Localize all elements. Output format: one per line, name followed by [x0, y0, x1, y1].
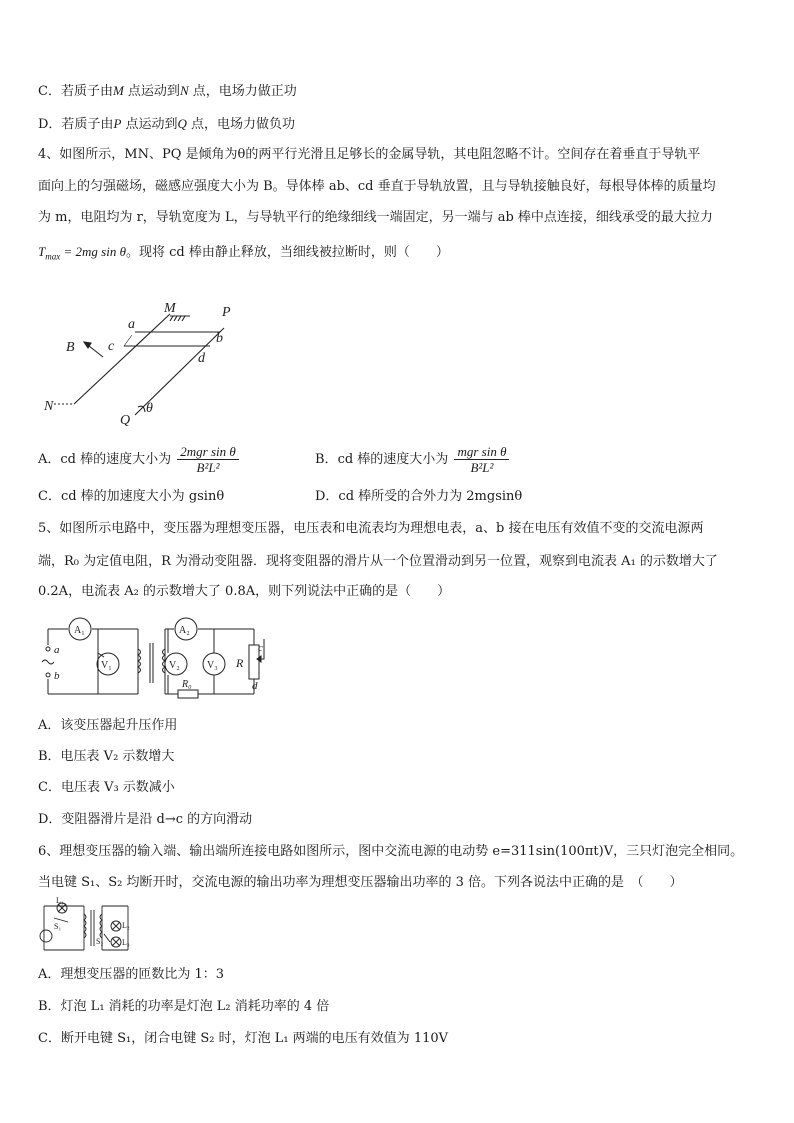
label-b-field: B	[66, 340, 75, 355]
label-d: d	[198, 351, 205, 366]
label-v1: V₁	[101, 660, 112, 671]
tension-formula: = 2mg sin θ	[60, 244, 126, 259]
q6-option-c: C．断开电键 S₁，闭合电键 S₂ 时，灯泡 L₁ 两端的电压有效值为 110V	[38, 1031, 449, 1046]
q5-stem-line2: 端，R₀ 为定值电阻，R 为滑动变阻器．现将变阻器的滑片从一个位置滑动到另一位置，观察到电流表 A₁ 的示数增大了	[38, 554, 718, 569]
q5-stem-line1: 5、如图所示电路中，变压器为理想变压器，电压表和电流表均为理想电表，a、b 接在电压有效值不变的交流电源两	[38, 521, 704, 536]
label-n: N	[44, 399, 54, 414]
switch-s2	[104, 934, 110, 942]
label-theta: θ	[146, 401, 153, 416]
fraction-numerator: mgr sin θ	[454, 444, 509, 460]
q5-option-c: C．电压表 V₃ 示数减小	[38, 780, 175, 795]
label-v2: V₂	[169, 660, 180, 671]
label-a2: A₂	[179, 625, 190, 636]
label-r0: R₀	[182, 679, 192, 690]
label-p: P	[222, 305, 231, 320]
q6-circuit-figure	[38, 898, 134, 958]
label-r: R	[236, 656, 244, 670]
q3-option-d: D．若质子由P 点运动到Q 点，电场力做负功	[38, 116, 296, 132]
label-c: c	[258, 642, 263, 654]
fraction-numerator: 2mgr sin θ	[177, 444, 239, 460]
tension-symbol: T	[38, 244, 46, 259]
rail-mn	[74, 314, 170, 404]
q4-option-d: D．cd 棒所受的合外力为 2mgsinθ	[315, 489, 523, 504]
q5-option-d: D．变阻器滑片是沿 d→c 的方向滑动	[38, 812, 253, 827]
label-a1: A₁	[74, 625, 85, 636]
q5-option-a: A．该变压器起升压作用	[38, 718, 178, 733]
label-d: d	[252, 680, 258, 692]
q4-stem-line1: 4、如图所示，MN、PQ 是倾角为θ的两平行光滑且足够长的金属导轨，其电阻忽略不计。空间存在着垂直于导轨平	[38, 147, 701, 162]
label-a: a	[128, 317, 135, 332]
resistor-r0	[178, 690, 198, 698]
label-s2: S₂	[96, 937, 104, 946]
label-s1: S₁	[54, 922, 62, 931]
label-m: M	[164, 301, 176, 316]
q4-stem-line3: 为 m，电阻均为 r，导轨宽度为 L，与导轨平行的绝缘细线一端固定，另一端与 ab 棒中点连接，细线承受的最大拉力	[38, 210, 713, 225]
label-a: a	[54, 644, 60, 656]
q5-circuit-figure	[38, 615, 274, 699]
label-c: c	[108, 339, 115, 354]
q6-option-b: B．灯泡 L₁ 消耗的功率是灯泡 L₂ 消耗功率的 4 倍	[38, 999, 330, 1014]
q4-rails-figure	[40, 300, 231, 430]
q4-stem-line4: $T_{max} = 2mg$ sin θ。现将 cd 棒由静止释放，当细线被拉断时，则（ ）	[38, 244, 449, 262]
q5-stem-line3: 0.2A，电流表 A₂ 的示数增大了 0.8A，则下列说法中正确的是（ ）	[38, 584, 451, 599]
fraction-denominator: B²L²	[196, 460, 220, 475]
label-l3: L₃	[122, 938, 130, 947]
label-v3: V₃	[207, 660, 218, 671]
q6-stem-line1: 6、理想变压器的输入端、输出端所连接电路如图所示，图中交流电源的电动势 e=311sin(100πt)V，三只灯泡完全相同。	[38, 844, 744, 859]
label-b: b	[54, 670, 60, 682]
q5-option-b: B．电压表 V₂ 示数增大	[38, 749, 175, 764]
ac-source	[40, 930, 52, 942]
q4-stem-line2: 面向上的匀强磁场，磁感应强度大小为 B。导体棒 ab、cd 垂直于导轨放置，且与导轨接触良好，每根导体棒的质量均	[38, 179, 716, 194]
fraction-denominator: B²L²	[470, 460, 494, 475]
label-l1: L₁	[56, 896, 64, 905]
label-l2: L₂	[122, 921, 130, 930]
q6-stem-line2: 当电键 S₁、S₂ 均断开时，交流电源的输出功率为理想变压器输出功率的 3 倍。下列各说法中正确的是 （ ）	[38, 875, 683, 890]
q3-option-c: C．若质子由M 点运动到N 点，电场力做正功	[38, 83, 297, 99]
tension-subscript: max	[45, 251, 61, 262]
label-q: Q	[120, 413, 131, 428]
q4-option-c: C．cd 棒的加速度大小为 gsinθ	[38, 489, 225, 504]
label-b: b	[216, 331, 223, 346]
q6-option-a: A．理想变压器的匝数比为 1：3	[38, 967, 225, 982]
q4-option-b: B．cd 棒的速度大小为 $\frac{\text{mgr sin θ}}{\text{B²L²}}$	[315, 444, 509, 475]
q4-option-a: A．cd 棒的速度大小为 $\frac{\text{2mgr sin θ}}{\text{B²L²}}$	[38, 444, 239, 475]
